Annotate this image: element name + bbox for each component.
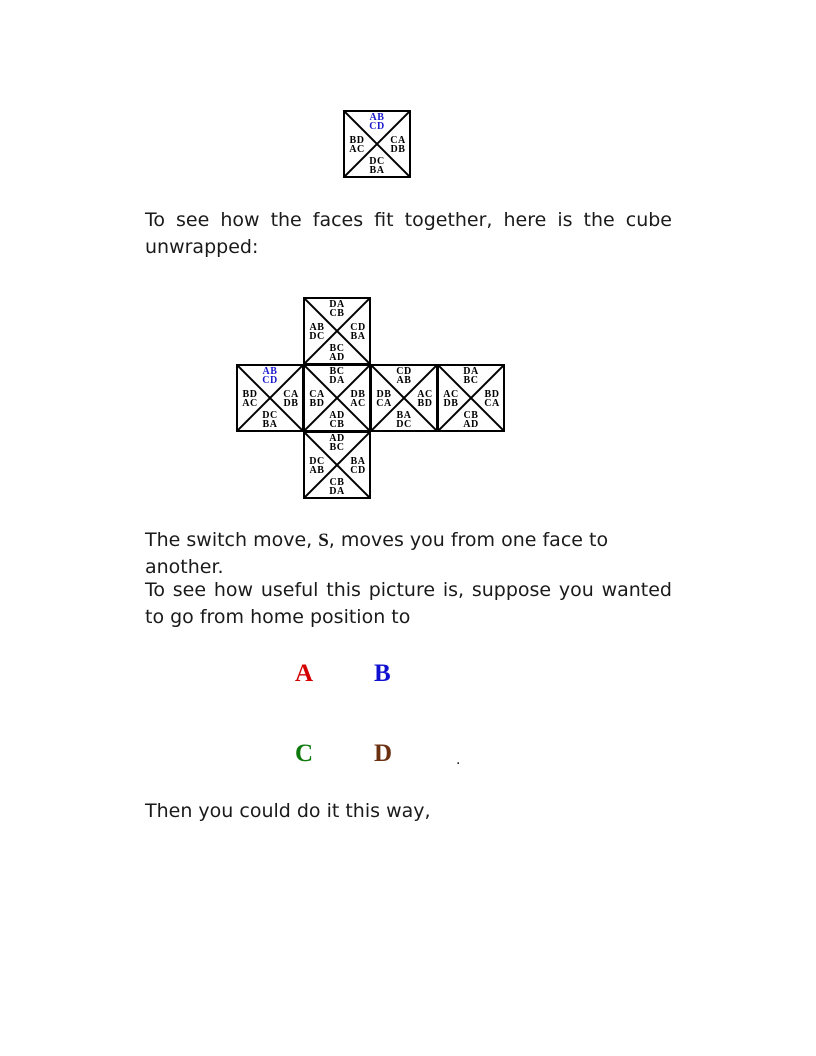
net-face-back [437, 364, 505, 432]
switch-text-before: The switch move, [145, 529, 319, 551]
net-face-bottom [303, 431, 371, 499]
tile-bottom-label: CB DA [329, 477, 345, 497]
tile-bottom-label: BA DC [396, 410, 412, 430]
paragraph-suppose: To see how useful this picture is, suppose you wanted to go from home position to [145, 579, 672, 628]
tile-top-label: BC DA [329, 366, 345, 386]
paragraph-unwrapped-intro: To see how the faces fit together, here is the cube unwrapped: [145, 209, 672, 258]
home-face-tile [343, 110, 411, 178]
tile-right-label: CA DB [390, 135, 406, 155]
target-letter-a: A [295, 660, 314, 687]
tile-left-label: CA BD [309, 389, 325, 409]
tile-bottom-label: AD CB [329, 410, 345, 430]
paragraph-switch-move [145, 527, 672, 581]
tile-left-label: AC DB [443, 389, 459, 409]
net-face-top [303, 297, 371, 365]
tile-right-label: AC BD [417, 389, 433, 409]
net-face-right [370, 364, 438, 432]
target-letter-d: D [374, 740, 393, 767]
net-face-left [236, 364, 304, 432]
net-face-center [303, 364, 371, 432]
tile-top-label: AB CD [262, 366, 278, 386]
tile-top-label: AD BC [329, 433, 345, 453]
tile-right-label: CD BA [350, 322, 366, 342]
tile-right-label: CA DB [283, 389, 299, 409]
target-period: . [456, 752, 461, 768]
tile-top-label: DA CB [329, 299, 345, 319]
tile-left-label: BD AC [349, 135, 365, 155]
tile-left-label: BD AC [242, 389, 258, 409]
tile-bottom-label: DC BA [369, 156, 385, 176]
tile-top-label: AB CD [369, 112, 385, 132]
tile-bottom-label: DC BA [262, 410, 278, 430]
tile-bottom-label: CB AD [463, 410, 479, 430]
tile-left-label: DC AB [309, 456, 325, 476]
tile-right-label: DB AC [350, 389, 366, 409]
tile-bottom-label: BC AD [329, 343, 345, 363]
switch-text-after: , moves you from one face to another. [145, 529, 609, 578]
tile-right-label: BD CA [484, 389, 500, 409]
tile-top-label: CD AB [396, 366, 412, 386]
target-letter-c: C [295, 740, 314, 767]
tile-left-label: DB CA [376, 389, 392, 409]
tile-top-label: DA BC [463, 366, 479, 386]
tile-right-label: BA CD [350, 456, 366, 476]
target-letter-b: B [374, 660, 391, 687]
paragraph-then: Then you could do it this way, [145, 800, 431, 822]
tile-left-label: AB DC [309, 322, 325, 342]
switch-move-symbol: S [318, 530, 329, 551]
